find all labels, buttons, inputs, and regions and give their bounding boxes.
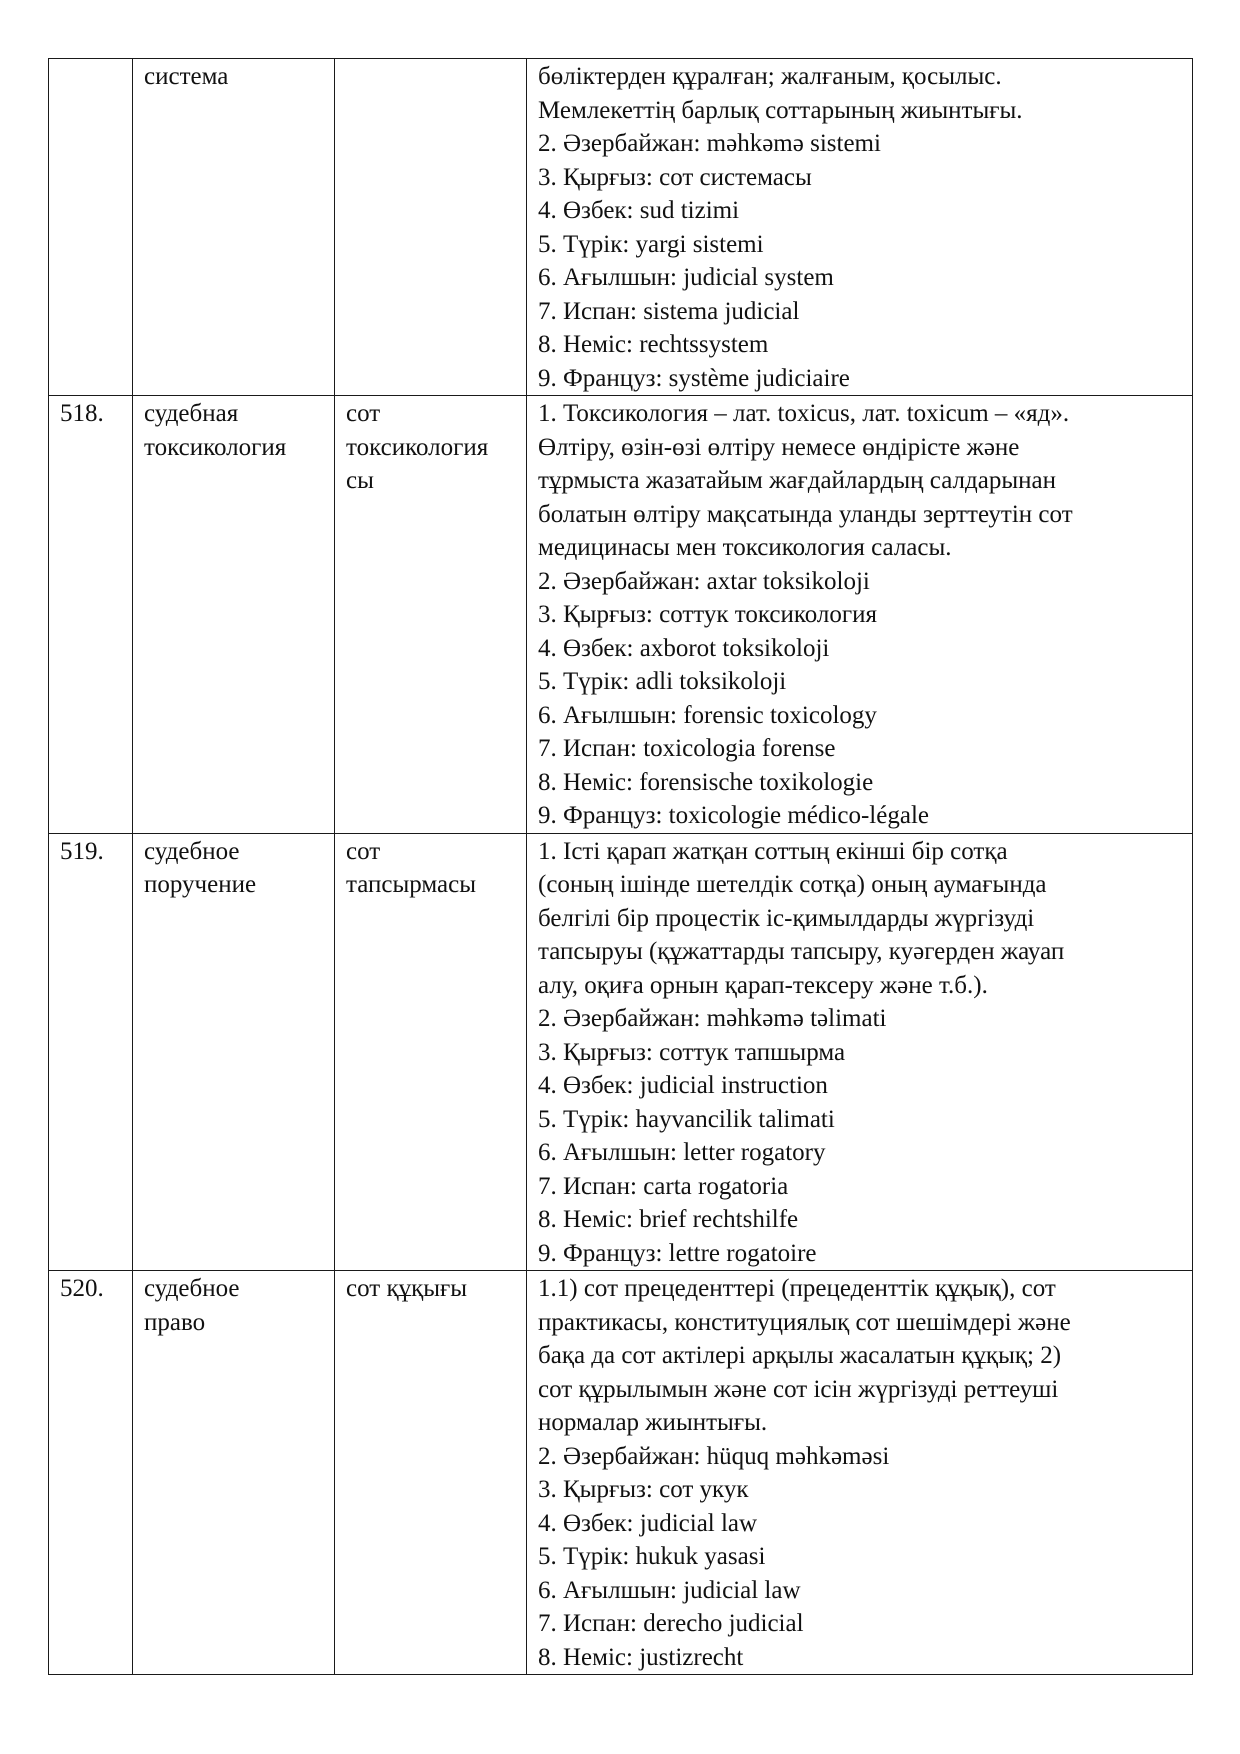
russian-term-cell	[133, 59, 335, 396]
definition-line: 2. Әзербайжан: məhkəmə sistemi	[538, 130, 881, 157]
russian-term-line: судебное	[144, 1275, 240, 1302]
russian-term-cell	[133, 396, 335, 834]
kazakh-term-cell	[335, 396, 527, 834]
kazakh-term-cell	[335, 59, 527, 396]
kazakh-term-line: сот құқығы	[346, 1275, 468, 1302]
definition-line: 8. Неміс: forensische toxikologie	[538, 768, 874, 796]
definition-line: 7. Испан: derecho judicial	[538, 1610, 804, 1637]
entry-number-cell	[49, 1271, 133, 1675]
definition-line: 7. Испан: toxicologia forense	[538, 735, 836, 762]
definition-line: 6. Ағылшын: letter rogatory	[538, 1139, 826, 1166]
russian-term-cell	[133, 1271, 335, 1675]
russian-term-line: поручение	[144, 871, 257, 898]
russian-term-line: судебная	[144, 400, 239, 427]
entry-number-cell	[49, 59, 133, 396]
definition-line: 9. Француз: système judiciaire	[538, 364, 850, 392]
definition-line: сот құрылымын және сот ісін жүргізуді реттеуші	[538, 1375, 1059, 1403]
definition-line: 6. Ағылшын: judicial system	[538, 264, 834, 291]
definition-line: 3. Қырғыз: сот системасы	[538, 163, 812, 191]
definition-line: нормалар жиынтығы.	[538, 1409, 768, 1436]
definition-cell	[527, 1271, 1193, 1675]
definition-line: 1. Токсикология – лат. toxicus, лат. toxicum – «яд».	[538, 400, 1070, 427]
definition-line: 6. Ағылшын: judicial law	[538, 1576, 801, 1604]
entry-number: 519.	[60, 837, 104, 865]
definition-line: бөліктерден құралған; жалғаным, қосылыс.	[538, 63, 1002, 90]
definition-line: практикасы, конституциялық сот шешімдері және	[538, 1308, 1071, 1336]
entry-number: 518.	[60, 400, 104, 427]
definition-line: 3. Қырғыз: сот укук	[538, 1476, 749, 1503]
definition-line: 5. Түрік: hayvancilik talimati	[538, 1105, 835, 1133]
definition-line: 7. Испан: sistema judicial	[538, 297, 800, 325]
definition-line: 1. Істі қарап жатқан соттың екінші бір сотқа	[538, 837, 1008, 865]
definition-line: бақа да сот актілері арқылы жасалатын құқық; 2)	[538, 1342, 1062, 1369]
kazakh-term-cell	[335, 1271, 527, 1675]
definition-cell	[527, 396, 1193, 834]
definition-line: болатын өлтіру мақсатында уланды зерттеутін сот	[538, 500, 1073, 528]
definition-line: 4. Өзбек: judicial law	[538, 1509, 758, 1537]
definition-line: 1.1) сот прецеденттері (прецеденттік құқық), сот	[538, 1275, 1056, 1302]
definition-line: 8. Неміс: brief rechtshilfe	[538, 1206, 799, 1233]
table-row	[49, 396, 1193, 834]
glossary-table-body	[49, 59, 1193, 1675]
kazakh-term-line: тапсырмасы	[346, 871, 477, 898]
definition-line: медицинасы мен токсикология саласы.	[538, 534, 952, 561]
definition-line: 9. Француз: lettre rogatoire	[538, 1239, 817, 1267]
definition-line: Өлтіру, өзін-өзі өлтіру немесе өндірісте және	[538, 433, 1020, 461]
definition-line: тапсыруы (құжаттарды тапсыру, куәгерден жауап	[538, 938, 1065, 965]
definition-line: 3. Қырғыз: соттук токсикология	[538, 601, 878, 628]
definition-line: 8. Неміс: justizrecht	[538, 1643, 744, 1671]
kazakh-term-line: сы	[346, 467, 374, 494]
definition-line: 2. Әзербайжан: axtar toksikoloji	[538, 567, 870, 595]
kazakh-term-line: токсикология	[346, 433, 489, 461]
russian-term-line: судебное	[144, 837, 240, 865]
definition-line: алу, оқиға орнын қарап-тексеру және т.б.).	[538, 971, 988, 999]
definition-line: белгілі бір процестік іс-қимылдарды жүргізуді	[538, 904, 1035, 932]
definition-line: 2. Әзербайжан: məhkəmə təlimati	[538, 1005, 887, 1032]
definition-line: 2. Әзербайжан: hüquq məhkəməsi	[538, 1442, 890, 1470]
entry-number-cell	[49, 396, 133, 834]
definition-line: Мемлекеттің барлық соттарының жиынтығы.	[538, 96, 1023, 124]
russian-term-line: право	[144, 1308, 206, 1336]
definition-line: (соның ішінде шетелдік сотқа) оның аумағында	[538, 871, 1047, 898]
russian-term-line: токсикология	[144, 433, 287, 461]
table-row	[49, 1271, 1193, 1675]
table-row	[49, 59, 1193, 396]
kazakh-term-cell	[335, 833, 527, 1271]
definition-line: 4. Өзбек: sud tizimi	[538, 197, 740, 224]
russian-term-line: система	[144, 63, 229, 90]
glossary-table	[48, 58, 1193, 1675]
definition-line: 5. Түрік: yargi sistemi	[538, 230, 764, 258]
definition-cell	[527, 59, 1193, 396]
kazakh-term-line: сот	[346, 837, 381, 865]
definition-line: 5. Түрік: adli toksikoloji	[538, 668, 787, 695]
definition-line: 4. Өзбек: judicial instruction	[538, 1072, 828, 1099]
definition-line: 3. Қырғыз: соттук тапшырма	[538, 1038, 846, 1066]
entry-number-cell	[49, 833, 133, 1271]
definition-line: 7. Испан: carta rogatoria	[538, 1172, 789, 1200]
definition-cell	[527, 833, 1193, 1271]
definition-line: тұрмыста жазатайым жағдайлардың салдарынан	[538, 467, 1056, 494]
russian-term-cell	[133, 833, 335, 1271]
kazakh-term-line: сот	[346, 400, 381, 427]
definition-line: 4. Өзбек: axborot toksikoloji	[538, 634, 830, 662]
definition-line: 6. Ағылшын: forensic toxicology	[538, 701, 877, 729]
definition-line: 5. Түрік: hukuk yasasi	[538, 1543, 766, 1570]
entry-number: 520.	[60, 1275, 104, 1302]
definition-line: 8. Неміс: rechtssystem	[538, 331, 769, 358]
entry-number	[60, 60, 126, 94]
table-row	[49, 833, 1193, 1271]
definition-line: 9. Француз: toxicologie médico-légale	[538, 802, 929, 829]
